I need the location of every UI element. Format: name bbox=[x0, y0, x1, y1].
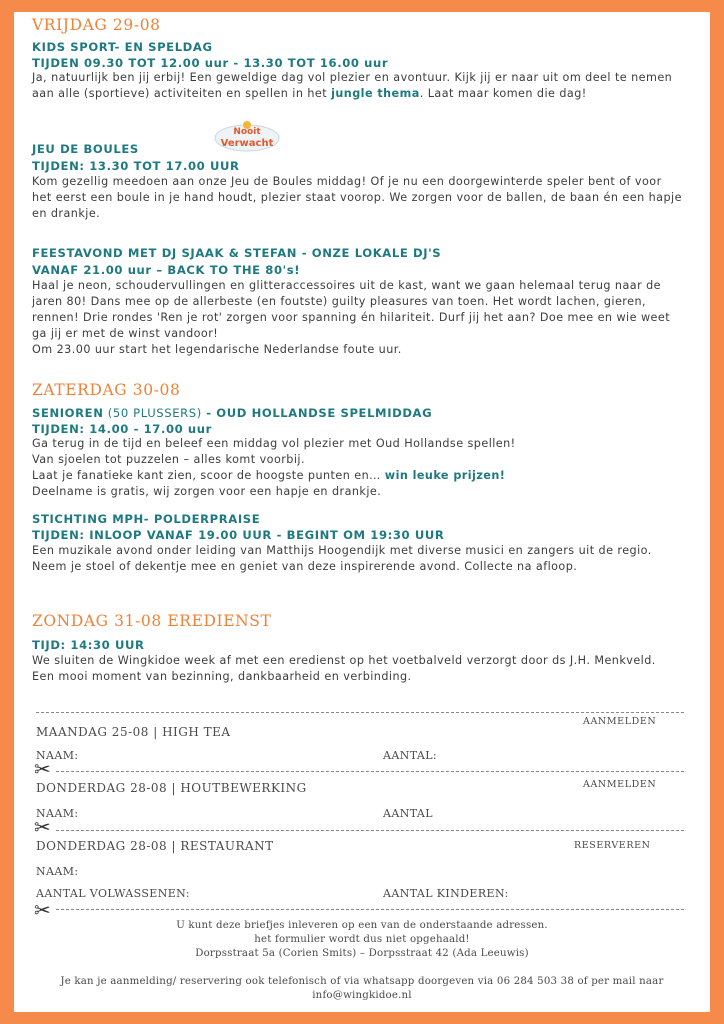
form3-title: DONDERDAG 28-08 | RESTAURANT bbox=[36, 839, 274, 853]
day-heading-zaterdag: ZATERDAG 30-08 bbox=[32, 381, 181, 399]
form3-adults-field[interactable]: AANTAL VOLWASSENEN: bbox=[36, 887, 190, 900]
mph-text: Een muzikale avond onder leiding van Matthijs Hoogendijk met diverse musici en zangers uit de regio. Neem je stoel of dekentje mee en geniet van deze inspirerende avond. Collecte na afloop. bbox=[32, 544, 652, 573]
nooit-verwacht-logo bbox=[213, 119, 281, 153]
day-heading-zondag: ZONDAG 31-08 EREDIENST bbox=[32, 612, 272, 630]
feest-title: FEESTAVOND MET DJ SJAAK & STEFAN - ONZE LOKALE DJ'S bbox=[32, 246, 442, 260]
form2-name-field[interactable]: NAAM: bbox=[36, 807, 79, 820]
boules-title: JEU DE BOULES bbox=[32, 142, 139, 156]
scissors-icon: ✂ bbox=[34, 898, 51, 922]
senioren-times: TIJDEN: 14.00 - 17.00 uur bbox=[32, 422, 212, 436]
form1-action-label: AANMELDEN bbox=[583, 716, 657, 727]
zondag-text: We sluiten de Wingkidoe week af met een eredienst op het voetbalveld verzorgt door ds J.H. Menkveld. Een mooi moment van bezinning, dankbaarheid en verbinding. bbox=[32, 654, 656, 683]
mph-times: TIJDEN: INLOOP VANAF 19.00 UUR - BEGINT OM 19:30 UUR bbox=[32, 528, 445, 542]
form2-title: DONDERDAG 28-08 | HOUTBEWERKING bbox=[36, 781, 307, 795]
boules-text: Kom gezellig meedoen aan onze Jeu de Boules middag! Of je nu een doorgewinterde speler bent of voor het eerst een boule in je hand houdt, plezier staat voorop. We zorgen voor de ballen, de baan én een hapje en drankje. bbox=[32, 175, 682, 220]
cut-line bbox=[56, 909, 684, 910]
scissors-icon: ✂ bbox=[34, 757, 51, 781]
cut-line bbox=[36, 712, 684, 713]
feest-times: VANAF 21.00 uur – BACK TO THE 80's! bbox=[32, 263, 301, 277]
form2-count-field[interactable]: AANTAL bbox=[383, 807, 433, 820]
zondag-time: TIJD: 14:30 UUR bbox=[32, 638, 145, 652]
footer-instructions: U kunt deze briefjes inleveren op een van de onderstaande adressen. het formulier wordt dus niet opgehaald! Dorpsstraat 5a (Corien Smits) – Dorpsstraat 42 (Ada Leeuwis) bbox=[176, 920, 548, 959]
form1-count-field[interactable]: AANTAL: bbox=[383, 749, 438, 762]
mph-title: STICHTING MPH- POLDERPRAISE bbox=[32, 512, 261, 526]
form1-name-field[interactable]: NAAM: bbox=[36, 749, 79, 762]
form3-name-field[interactable]: NAAM: bbox=[36, 865, 79, 878]
flyer-page bbox=[14, 12, 710, 1012]
kids-text: Ja, natuurlijk ben jij erbij! Een geweldige dag vol plezier en avontuur. Kijk jij er naar uit om deel te nemen aan alle (sportieve) activiteiten en spellen in het jungle thema. Laat maar komen die dag! bbox=[32, 71, 673, 100]
feest-text-2: Om 23.00 uur start het legendarische Nederlandse foute uur. bbox=[32, 343, 402, 356]
logo-word-nooit: Nooit bbox=[233, 127, 261, 137]
email-link[interactable]: info@wingkidoe.nl bbox=[312, 990, 412, 1001]
day-heading-vrijdag: VRIJDAG 29-08 bbox=[32, 16, 161, 34]
feest-text: Haal je neon, schoudervullingen en glitteraccessoires uit de kast, want we gaan helemaal terug naar de jaren 80! Dans mee op de allerbeste (en foutste) guilty pleasures van toen. Het wordt lachen, gieren, rennen! Drie rondes 'Ren je rot' zorgen voor spanning én hilariteit. Durf jij het aan? Doe mee en wie weet ga jij er met de winst vandoor! bbox=[32, 279, 671, 340]
senioren-text: Ga terug in de tijd en beleef een middag vol plezier met Oud Hollandse spellen! Van sjoelen tot puzzelen – alles komt voorbij. Laat je fanatieke kant zien, scoor de hoogste punten en… win leuke prijzen! Deelname is gratis, wij zorgen voor een hapje en drankje. bbox=[32, 437, 516, 498]
kids-times: TIJDEN 09.30 TOT 12.00 uur - 13.30 TOT 16.00 uur bbox=[32, 56, 389, 70]
logo-word-verwacht: Verwacht bbox=[220, 138, 274, 149]
senioren-title: SENIOREN (50 PLUSSERS) - OUD HOLLANDSE SPELMIDDAG bbox=[32, 406, 433, 420]
boules-times: TIJDEN: 13.30 TOT 17.00 UUR bbox=[32, 159, 240, 173]
cut-line bbox=[56, 830, 684, 831]
scissors-icon: ✂ bbox=[34, 815, 51, 839]
footer-contact: Je kan je aanmelding/ reservering ook telefonisch of via whatsapp doorgeven via 06 284 503 38 of per mail naar info@wingkidoe.nl bbox=[14, 975, 710, 1003]
form2-action-label: AANMELDEN bbox=[583, 779, 657, 790]
kids-title: KIDS SPORT- EN SPELDAG bbox=[32, 40, 213, 54]
cut-line bbox=[56, 771, 684, 772]
form3-kids-field[interactable]: AANTAL KINDEREN: bbox=[383, 887, 509, 900]
form3-action-label: RESERVEREN bbox=[574, 840, 651, 851]
form1-title: MAANDAG 25-08 | HIGH TEA bbox=[36, 725, 231, 739]
